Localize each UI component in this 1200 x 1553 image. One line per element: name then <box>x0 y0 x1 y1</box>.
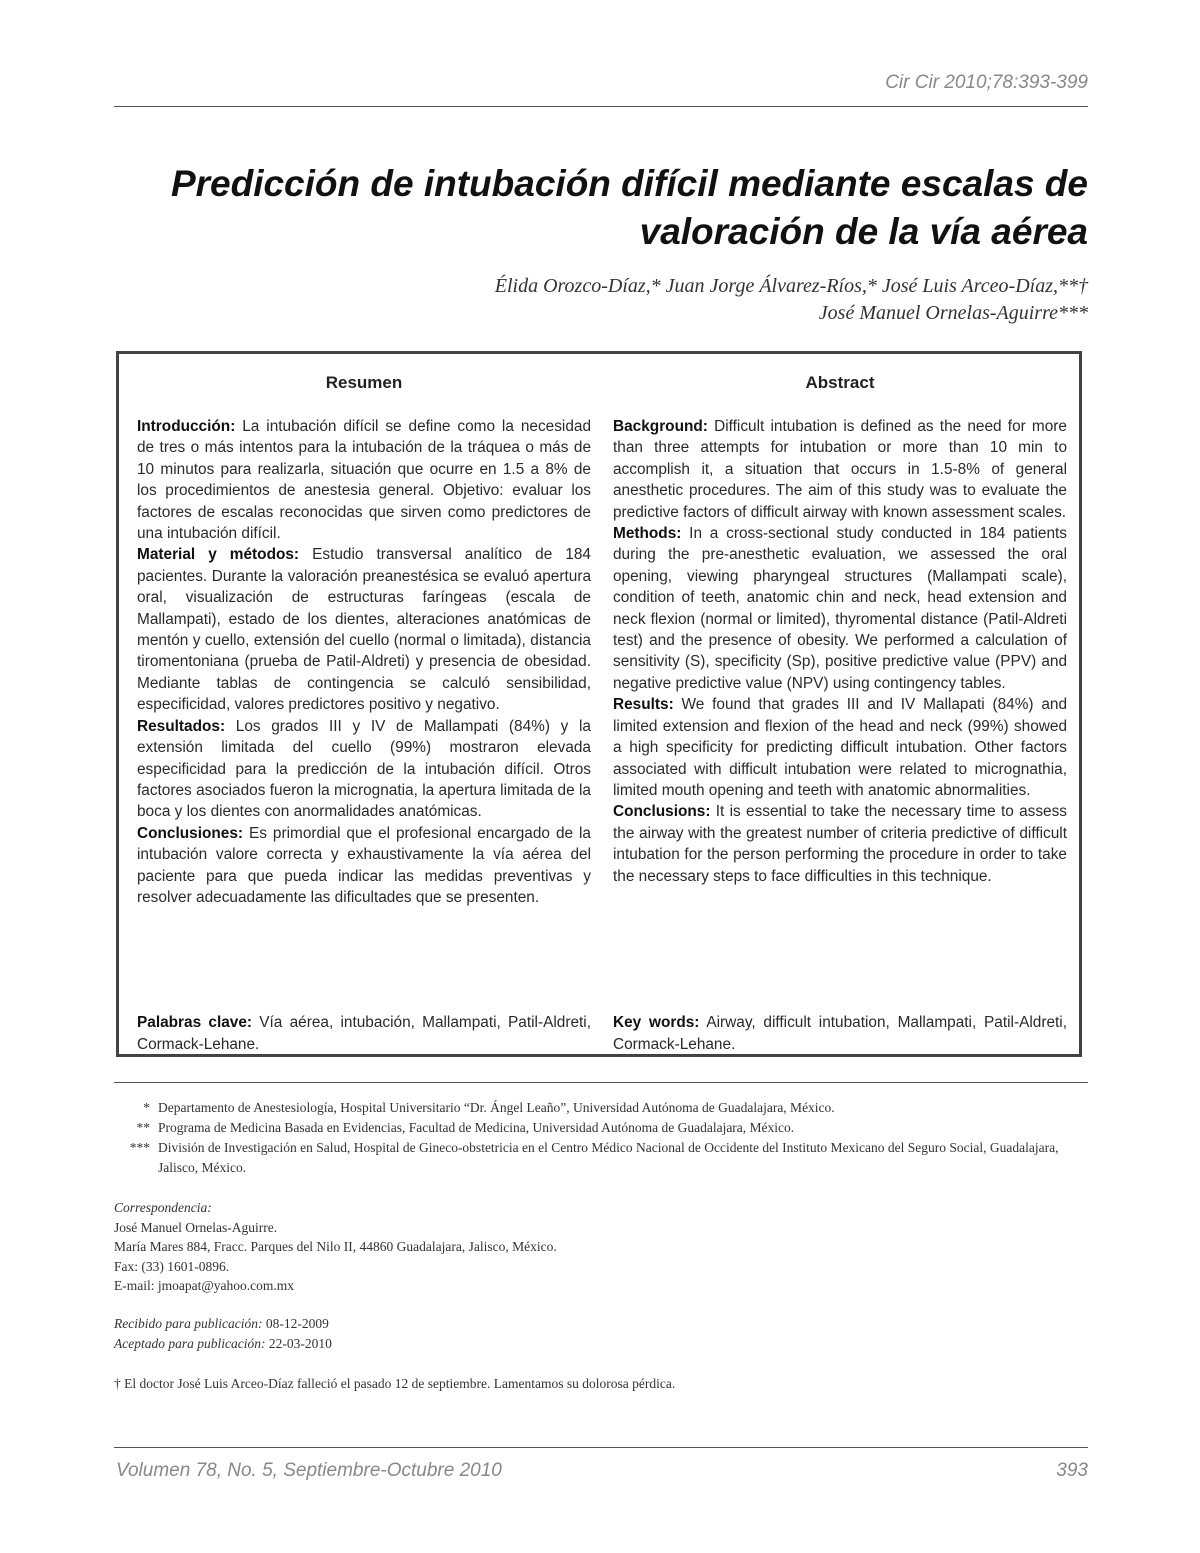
author-list <box>188 273 1088 327</box>
resumen-body <box>137 416 591 908</box>
abstract-heading: Abstract <box>805 373 875 392</box>
header-rule <box>114 106 1088 107</box>
affiliation-item <box>114 1118 1090 1138</box>
authors-line-2: José Manuel Ornelas-Aguirre*** <box>818 302 1088 324</box>
correspondence-email[interactable]: E-mail: jmoapat@yahoo.com.mx <box>114 1278 295 1293</box>
footer-rule <box>114 1447 1088 1448</box>
affiliation-mark: * <box>143 1100 150 1115</box>
correspondence-label: Correspondencia: <box>114 1200 212 1215</box>
affiliation-text: Programa de Medicina Basada en Evidencias, Facultad de Medicina, Universidad Autónoma de Guadalajara, México. <box>158 1120 795 1135</box>
resumen-keywords-label: Palabras clave: <box>137 1014 253 1032</box>
affiliation-mark: ** <box>136 1120 150 1135</box>
accepted-date-line <box>114 1334 914 1354</box>
authors-line-1: Élida Orozco-Díaz,* Juan Jorge Álvarez-Ríos,* José Luis Arceo-Díaz,**† <box>494 275 1088 297</box>
resumen-heading: Resumen <box>325 373 403 392</box>
running-head: Cir Cir 2010;78:393-399 <box>885 72 1088 93</box>
correspondence <box>114 1198 914 1296</box>
resumen-keywords-text: Vía aérea, intubación, Mallampati, Patil-Aldreti, Cormack-Lehane. <box>137 1014 592 1053</box>
received-label: Recibido para publicación: <box>114 1316 263 1331</box>
received-date: 08-12-2009 <box>262 1316 329 1331</box>
abstract-background <box>613 416 1067 523</box>
abstract-conclusions <box>613 801 1067 887</box>
correspondence-name: José Manuel Ornelas-Aguirre. <box>114 1219 278 1235</box>
accepted-date: 22-03-2010 <box>265 1335 332 1351</box>
abstract-background-label: Background: <box>613 418 708 435</box>
resumen-methods-label: Material y métodos: <box>137 546 300 564</box>
abstract-results-text: We found that grades III and IV Mallapati (84%) and limited extension and flexion of the head and neck (99%) showed a high specificity for predicting difficult intubation. Other factors associated with difficult intubation were related to micrognathia, limited mouth opening and teeth with anatomic abnormalities. <box>613 696 1067 799</box>
abstract-body <box>613 416 1067 887</box>
resumen-conclusions-label: Conclusiones: <box>137 824 244 842</box>
affiliation-mark: *** <box>129 1140 150 1155</box>
resumen-conclusions-text: Es primordial que el profesional encargado de la intubación valore correcta y exhaustivamente la vía aérea del paciente para que pueda indicar las medidas preventivas y resolver adecuadamente las dificultades que se presenten. <box>137 824 591 906</box>
correspondence-fax: Fax: (33) 1601-0896. <box>114 1258 230 1274</box>
resumen-column <box>137 354 592 1053</box>
abstract-methods <box>613 523 1067 694</box>
abstract-keywords <box>613 1012 1067 1055</box>
resumen-results-text: Los grados III y IV de Mallampati (84%) y la extensión limitada del cuello (99%) mostraron elevada especificidad para la predicción de la intubación difícil. Otros factores asociados fueron la micrognatia, la apertura limitada de la boca y los dientes con anormalidades anatómicas. <box>137 717 591 821</box>
abstract-conclusions-label: Conclusions: <box>613 803 711 821</box>
abstract-methods-label: Methods: <box>613 525 682 543</box>
page-number: 393 <box>1056 1460 1088 1481</box>
affiliation-item <box>114 1098 1090 1118</box>
correspondence-address: María Mares 884, Fracc. Parques del Nilo II, 44860 Guadalajara, Jalisco, México. <box>114 1239 557 1254</box>
resumen-methods <box>137 544 591 715</box>
affiliations <box>114 1098 1090 1178</box>
resumen-conclusions <box>137 823 591 909</box>
memorial-note: † El doctor José Luis Arceo-Díaz falleció el pasado 12 de septiembre. Lamentamos su dolorosa pérdica. <box>114 1376 676 1391</box>
abstract-box <box>116 351 1082 1057</box>
received-date-line <box>114 1314 914 1334</box>
resumen-results-label: Resultados: <box>137 717 226 735</box>
publication-dates <box>114 1314 914 1353</box>
accepted-label: Aceptado para publicación: <box>114 1335 266 1351</box>
abstract-results <box>613 694 1067 801</box>
abstract-keywords-label: Key words: <box>613 1014 700 1032</box>
article-title: Predicción de intubación difícil mediante escalas de valoración de la vía aérea <box>170 163 1088 252</box>
abstract-results-label: Results: <box>613 696 674 714</box>
issue-info: Volumen 78, No. 5, Septiembre-Octubre 2010 <box>116 1460 502 1481</box>
resumen-methods-text: Estudio transversal analítico de 184 pacientes. Durante la valoración preanestésica se evaluó apertura oral, visualización de estructuras faríngeas (escala de Mallampati), estado de los dientes, alteraciones anatómicas de mentón y cuello, extensión del cuello (normal o limitada), distancia tiromentoniana (prueba de Patil-Aldreti) y presencia de obesidad. Mediante tablas de contingencia se calculó sensibilidad, especificidad, valores predictores positivo y negativo. <box>137 546 591 714</box>
affiliation-item <box>114 1138 1090 1178</box>
abstract-keywords-text: Airway, difficult intubation, Mallampati, Patil-Aldreti, Cormack-Lehane. <box>613 1014 1067 1053</box>
resumen-keywords <box>137 1012 591 1055</box>
resumen-results <box>137 716 591 823</box>
abstract-methods-text: In a cross-sectional study conducted in 184 patients during the pre-anesthetic evaluation, we assessed the oral opening, viewing pharyngeal structures (Mallampati scale), condition of teeth, anatomic chin and neck, head extension and neck flexion (normal or limited), thyromental distance (Patil-Aldreti test) and the presence of obesity. We performed a calculation of sensitivity (S), specificity (Sp), positive predictive value (PPV) and negative predictive value (NPV) using contingency tables. <box>613 525 1067 692</box>
footnote-rule <box>114 1082 1088 1083</box>
abstract-background-text: Difficult intubation is defined as the need for more than three attempts for intubation or more than 10 min to accomplish it, a situation that occurs in 1.5-8% of general anesthetic procedures. The aim of this study was to evaluate the predictive factors of difficult airway with known assessment scales. <box>613 418 1067 521</box>
resumen-intro-text: La intubación difícil se define como la necesidad de tres o más intentos para la intubación de la tráquea o más de 10 minutos para realizarla, situación que ocurre en 1.5 a 8% de los procedimientos de anestesia general. Objetivo: evaluar los factores de escalas reconocidas que sirven como predictores de una intubación difícil. <box>137 418 591 543</box>
resumen-intro-label: Introducción: <box>137 418 236 435</box>
affiliation-text: División de Investigación en Salud, Hospital de Gineco-obstetricia en el Centro Médico Nacional de Occidente del Instituto Mexicano del Seguro Social, Guadalajara, Jalisco, México. <box>158 1140 1059 1175</box>
resumen-introduction <box>137 416 591 544</box>
abstract-column <box>613 354 1067 1053</box>
affiliation-text: Departamento de Anestesiología, Hospital Universitario “Dr. Ángel Leaño”, Universidad Autónoma de Guadalajara, México. <box>158 1100 835 1115</box>
abstract-conclusions-text: It is essential to take the necessary time to assess the airway with the greatest number of criteria predictive of difficult intubation for the person performing the procedure in order to take the necessary steps to face difficulties in this technique. <box>613 803 1067 885</box>
